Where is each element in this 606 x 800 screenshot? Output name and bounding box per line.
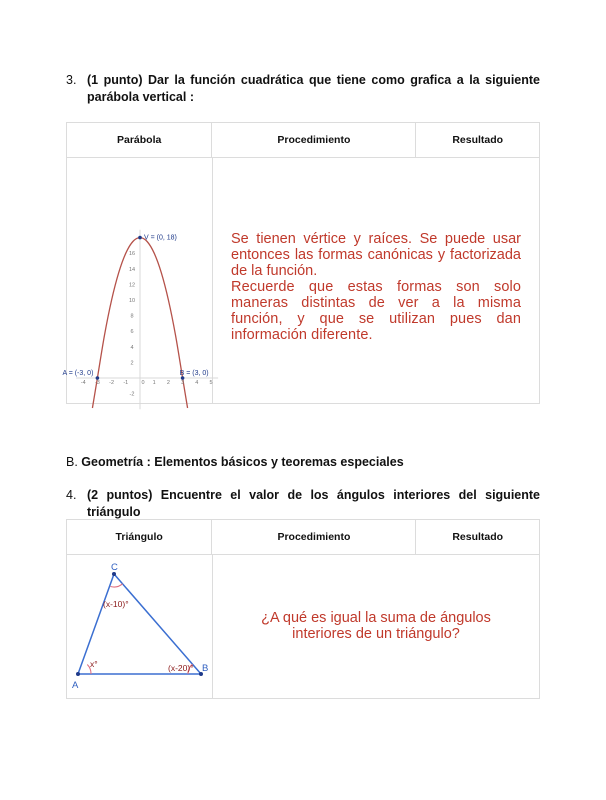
angle-c-label: (x-10)° <box>103 599 129 609</box>
root-b-point-label: B = (3, 0) <box>179 370 209 377</box>
question-3-number: 3. <box>66 73 77 87</box>
question-4-procedure: ¿A qué es igual la suma de ángulos interiores de un triángulo? <box>261 610 491 642</box>
y-tick-label: -2 <box>129 391 135 398</box>
question-3-text: (1 punto) Dar la función cuadrática que tiene como grafica a la siguiente parábola vertical : <box>87 73 540 104</box>
column-header-procedure: Procedimiento <box>212 123 416 158</box>
y-tick-label: 12 <box>128 282 136 289</box>
column-header-result: Resultado <box>416 520 540 555</box>
root-a-point <box>96 376 100 380</box>
angle-c-arc <box>111 584 123 587</box>
question-3-body-row <box>62 158 540 404</box>
procedure-paragraph-1: Se tienen vértice y raíces. Se puede usar entonces las formas canónicas y factorizada de la función. <box>231 231 521 279</box>
procedure-paragraph-2: Recuerde que estas formas son solo maneras distintas de ver a la misma función, y que se utilizan pues dan información diferente. <box>231 279 521 343</box>
question-4-result-cell[interactable] <box>416 555 539 698</box>
y-tick-label: 6 <box>130 329 134 336</box>
y-tick-label: 8 <box>130 313 134 320</box>
triangle-figure <box>67 555 212 698</box>
question-3-heading <box>66 72 540 106</box>
y-tick-label: 14 <box>128 266 136 273</box>
section-b-heading <box>66 455 404 469</box>
x-tick-label: 1 <box>152 380 156 386</box>
parabola-graph <box>62 158 213 403</box>
x-tick-label: 5 <box>209 380 213 386</box>
y-tick-label: 4 <box>130 344 134 351</box>
question-4-text: (2 puntos) Encuentre el valor de los ángulos interiores del siguiente triángulo <box>87 488 540 519</box>
column-header-result: Resultado <box>416 123 540 158</box>
angle-a-label: x° <box>90 659 98 669</box>
x-tick-label: 3 <box>181 380 185 386</box>
vertex-b-label: B <box>202 663 209 674</box>
section-b-prefix: B. <box>66 455 78 469</box>
column-header-procedure: Procedimiento <box>212 520 416 555</box>
question-4-body-row <box>67 555 540 699</box>
y-tick-label: 2 <box>130 360 134 367</box>
angle-b-label: (x-20)° <box>168 663 194 673</box>
vertex-point <box>138 236 142 240</box>
question-4-table <box>66 519 540 699</box>
x-tick-label: 0 <box>141 380 145 386</box>
x-tick-label: -1 <box>123 380 129 386</box>
y-tick-label: 10 <box>128 298 136 304</box>
y-tick-label: 16 <box>128 251 136 258</box>
vertex-a-point <box>76 672 80 676</box>
x-tick-label: -4 <box>80 380 86 386</box>
x-tick-label: -3 <box>94 380 100 386</box>
x-tick-label: -2 <box>109 380 115 386</box>
x-tick-label: 4 <box>195 380 199 386</box>
root-a-point-label: A = (-3, 0) <box>62 370 94 377</box>
x-tick-label: 2 <box>166 380 170 386</box>
vertex-c-label: C <box>111 562 118 573</box>
question-3-table <box>62 122 540 404</box>
question-3-result-cell[interactable] <box>416 158 539 403</box>
question-4-heading <box>66 487 540 521</box>
column-header-triangle: Triángulo <box>67 520 212 555</box>
section-b-title: Geometría : Elementos básicos y teoremas especiales <box>81 455 404 469</box>
column-header-parabola: Parábola <box>67 123 212 158</box>
question-4-number: 4. <box>66 488 77 502</box>
vertex-point-label: V = (0, 18) <box>144 234 177 242</box>
vertex-a-label: A <box>72 680 79 691</box>
